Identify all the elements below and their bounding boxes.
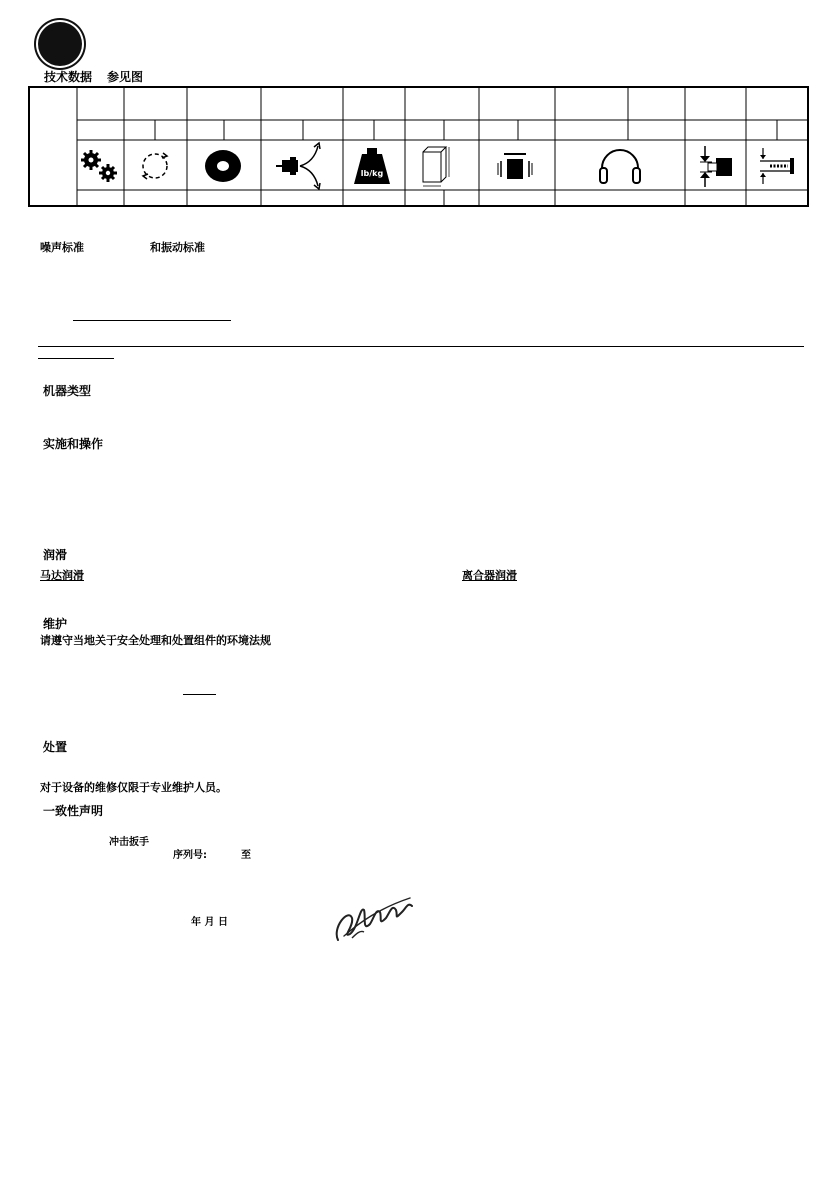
weight-unit-label: lb/kg <box>360 169 384 178</box>
clutch-lubrication-label: 离合器润滑 <box>462 569 517 582</box>
dimensions-box-icon <box>423 147 449 186</box>
signature <box>330 888 420 948</box>
spec-table <box>0 0 840 215</box>
short-rule <box>38 358 114 359</box>
air-flow-icon <box>276 143 320 189</box>
separator-line <box>38 346 804 347</box>
air-inlet-icon <box>700 146 732 187</box>
underline-rule <box>73 320 231 321</box>
machine-type-heading: 机器类型 <box>43 384 92 398</box>
vibration-standard-label: 和振动标准 <box>150 241 205 254</box>
lubrication-heading: 润滑 <box>43 548 68 562</box>
round-disc-icon <box>205 150 241 182</box>
reference-figure-label: 参见图 <box>107 70 144 84</box>
product-name: 冲击扳手 <box>109 837 149 848</box>
disposal-heading: 处置 <box>43 740 68 754</box>
service-note: 对于设备的维修仅限于专业维护人员。 <box>40 781 227 794</box>
weight-lbkg-icon <box>354 148 390 184</box>
conformity-heading: 一致性声明 <box>43 804 104 818</box>
tech-data-title: 技术数据 <box>44 70 93 84</box>
maintenance-heading: 维护 <box>43 617 68 631</box>
date-label: 年 月 日 <box>191 917 228 928</box>
vibration-icon <box>498 154 532 179</box>
serial-number-label: 序列号: <box>173 850 207 861</box>
maintenance-text: 请遵守当地关于安全处理和处置组件的环境法规 <box>40 634 271 647</box>
noise-standard-label: 噪声标准 <box>40 241 84 254</box>
implementation-heading: 实施和操作 <box>43 437 104 451</box>
rotation-speed-icon <box>143 153 167 179</box>
headphones-icon <box>600 150 640 183</box>
hose-size-icon <box>760 148 794 184</box>
motor-lubrication-label: 马达润滑 <box>40 569 84 582</box>
short-underline <box>183 694 216 695</box>
serial-to-label: 至 <box>241 850 251 861</box>
gears-icon <box>81 150 117 182</box>
